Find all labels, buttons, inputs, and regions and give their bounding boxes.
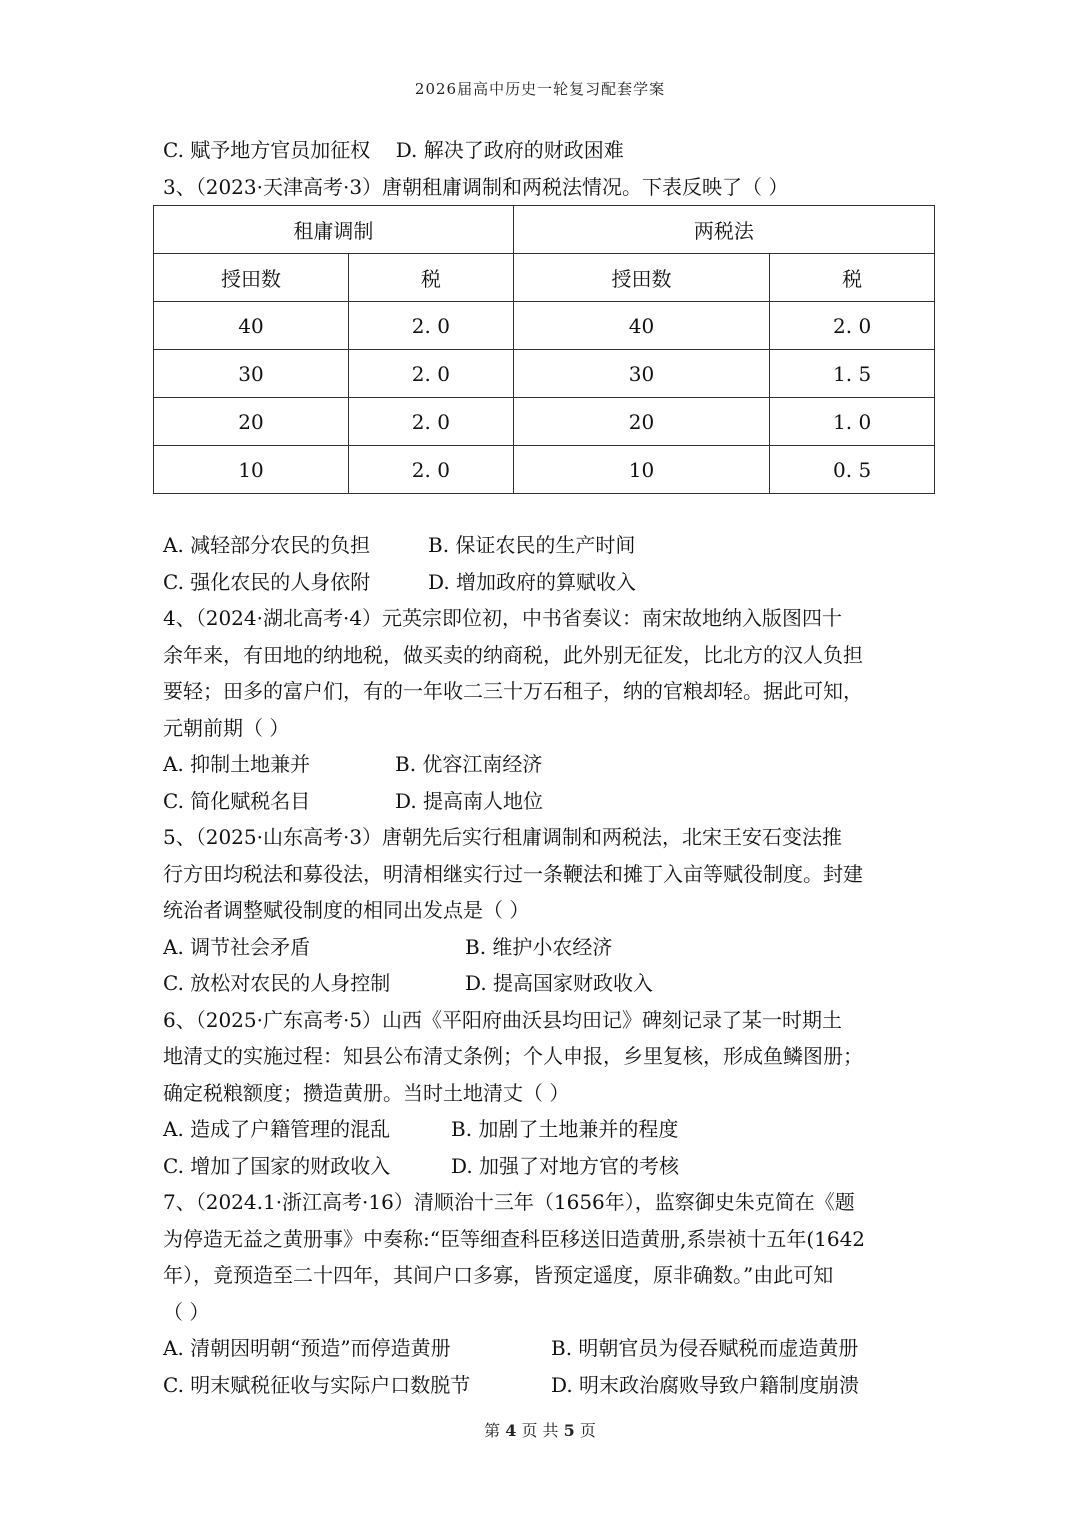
- q4-options-row1: [163, 746, 923, 783]
- table-cell: 0. 5: [770, 446, 935, 494]
- q4-stem-line3: 要轻；田多的富户们，有的一年收二三十万石租子，纳的官粮却轻。据此可知，: [163, 679, 863, 703]
- q3-option-c: C. 强化农民的人身依附: [163, 569, 371, 594]
- q5-option-a: A. 调节社会矛盾: [163, 934, 311, 959]
- table-column-header-row: [154, 254, 935, 302]
- q3-option-b: B. 保证农民的生产时间: [428, 533, 636, 557]
- q6-option-a: A. 造成了户籍管理的混乱: [163, 1117, 391, 1141]
- q5-option-c: C. 放松对农民的人身控制: [163, 971, 391, 995]
- table-group-header-row: [154, 206, 935, 254]
- table-header-tax-1: 税: [349, 254, 514, 302]
- table-cell: 20: [513, 398, 770, 446]
- page-footer: [0, 1418, 1080, 1441]
- table-cell: 2. 0: [349, 350, 514, 398]
- q5-option-b: B. 维护小农经济: [465, 934, 613, 959]
- q5-stem-line1: 5、（2025·山东高考·3）唐朝先后实行租庸调制和两税法，北宋王安石变法推: [163, 825, 843, 849]
- q7-option-a: A. 清朝因明朝“预造”而停造黄册: [163, 1336, 451, 1360]
- table-row: [154, 350, 935, 398]
- footer-prefix: 第: [484, 1421, 501, 1440]
- q4-stem-line4: 元朝前期（ ）: [163, 715, 290, 740]
- q3-stem: 3、（2023·天津高考·3）唐朝租庸调制和两税法情况。下表反映了（ ）: [163, 174, 789, 199]
- q4-stem-line1: 4、（2024·湖北高考·4）元英宗即位初，中书省奏议：南宋故地纳入版图四十: [163, 606, 843, 630]
- table-cell: 2. 0: [349, 446, 514, 494]
- table-group-liangshuifa: 两税法: [513, 206, 934, 254]
- q5-stem-line3: 统治者调整赋役制度的相同出发点是（ ）: [163, 898, 530, 922]
- q5-options-row1: [163, 929, 923, 966]
- tax-comparison-table: [153, 205, 935, 494]
- q5-stem-line2: 行方田均税法和募役法，明清相继实行过一条鞭法和摊丁入亩等赋役制度。封建: [163, 861, 863, 886]
- table-cell: 1. 5: [770, 350, 935, 398]
- table-cell: 10: [513, 446, 770, 494]
- q3-options-row2: [163, 564, 923, 601]
- q6-option-b: B. 加剧了土地兼并的程度: [451, 1117, 679, 1141]
- table-row: [154, 398, 935, 446]
- q4-option-c: C. 简化赋税名目: [163, 788, 311, 813]
- table-cell: 2. 0: [349, 398, 514, 446]
- q4-options-row2: [163, 783, 923, 820]
- q4-stem-line2: 余年来，有田地的纳地税，做买卖的纳商税，此外别无征发，比北方的汉人负担: [163, 642, 863, 667]
- table-cell: 30: [513, 350, 770, 398]
- q2-options-tail: C. 赋予地方官员加征权 D. 解决了政府的财政困难: [163, 138, 624, 162]
- q7-stem-line4: （ ）: [163, 1299, 210, 1324]
- footer-total-pages: 5: [563, 1421, 575, 1440]
- q3-options-row1: [163, 527, 923, 564]
- q4-option-a: A. 抑制土地兼并: [163, 752, 311, 776]
- table-cell: 10: [154, 446, 349, 494]
- table-header-land-1: 授田数: [154, 254, 349, 302]
- table-row: [154, 446, 935, 494]
- table-cell: 2. 0: [349, 302, 514, 350]
- q7-option-c: C. 明末赋税征收与实际户口数脱节: [163, 1372, 471, 1397]
- q4-option-d: D. 提高南人地位: [395, 788, 544, 813]
- footer-mid: 页 共: [521, 1421, 559, 1440]
- q5-option-d: D. 提高国家财政收入: [465, 971, 654, 995]
- q7-options-row2: [163, 1367, 923, 1404]
- table-cell: 30: [154, 350, 349, 398]
- q6-stem-line1: 6、（2025·广东高考·5）山西《平阳府曲沃县均田记》碑刻记录了某一时期土: [163, 1007, 843, 1032]
- q6-option-c: C. 增加了国家的财政收入: [163, 1153, 391, 1178]
- q6-options-row1: [163, 1111, 923, 1148]
- q5-options-row2: [163, 965, 923, 1002]
- q7-stem-line3: 年），竟预造至二十四年，其间户口多寡，皆预定遥度，原非确数。”由此可知: [163, 1263, 834, 1287]
- footer-suffix: 页: [579, 1421, 596, 1440]
- table-header-tax-2: 税: [770, 254, 935, 302]
- q6-option-d: D. 加强了对地方官的考核: [451, 1153, 680, 1178]
- q6-options-row2: [163, 1148, 923, 1185]
- q7-option-d: D. 明末政治腐败导致户籍制度崩溃: [551, 1372, 860, 1397]
- table-cell: 2. 0: [770, 302, 935, 350]
- table-header-land-2: 授田数: [513, 254, 770, 302]
- page-header: 2026届高中历史一轮复习配套学案: [414, 80, 666, 98]
- q7-stem-line2: 为停造无益之黄册事》中奏称:“臣等细查科臣移送旧造黄册,系崇祯十五年(1642: [163, 1226, 866, 1251]
- q6-stem-line2: 地清丈的实施过程：知县公布清丈条例；个人申报，乡里复核，形成鱼鳞图册；: [163, 1044, 863, 1068]
- q7-stem-line1: 7、（2024.1·浙江高考·16）清顺治十三年（1656年），监察御史朱克简在《题: [163, 1190, 855, 1214]
- table-cell: 20: [154, 398, 349, 446]
- footer-page-number: 4: [505, 1421, 517, 1440]
- table-cell: 1. 0: [770, 398, 935, 446]
- q4-option-b: B. 优容江南经济: [395, 752, 543, 776]
- table-cell: 40: [513, 302, 770, 350]
- q7-options-row1: [163, 1330, 923, 1367]
- table-group-zuyongdiao: 租庸调制: [154, 206, 514, 254]
- table-row: [154, 302, 935, 350]
- q3-option-a: A. 减轻部分农民的负担: [163, 533, 371, 557]
- table-cell: 40: [154, 302, 349, 350]
- q7-option-b: B. 明朝官员为侵吞赋税而虚造黄册: [551, 1336, 859, 1360]
- q6-stem-line3: 确定税粮额度；攒造黄册。当时土地清丈（ ）: [163, 1080, 570, 1105]
- q3-option-d: D. 增加政府的算赋收入: [428, 569, 637, 594]
